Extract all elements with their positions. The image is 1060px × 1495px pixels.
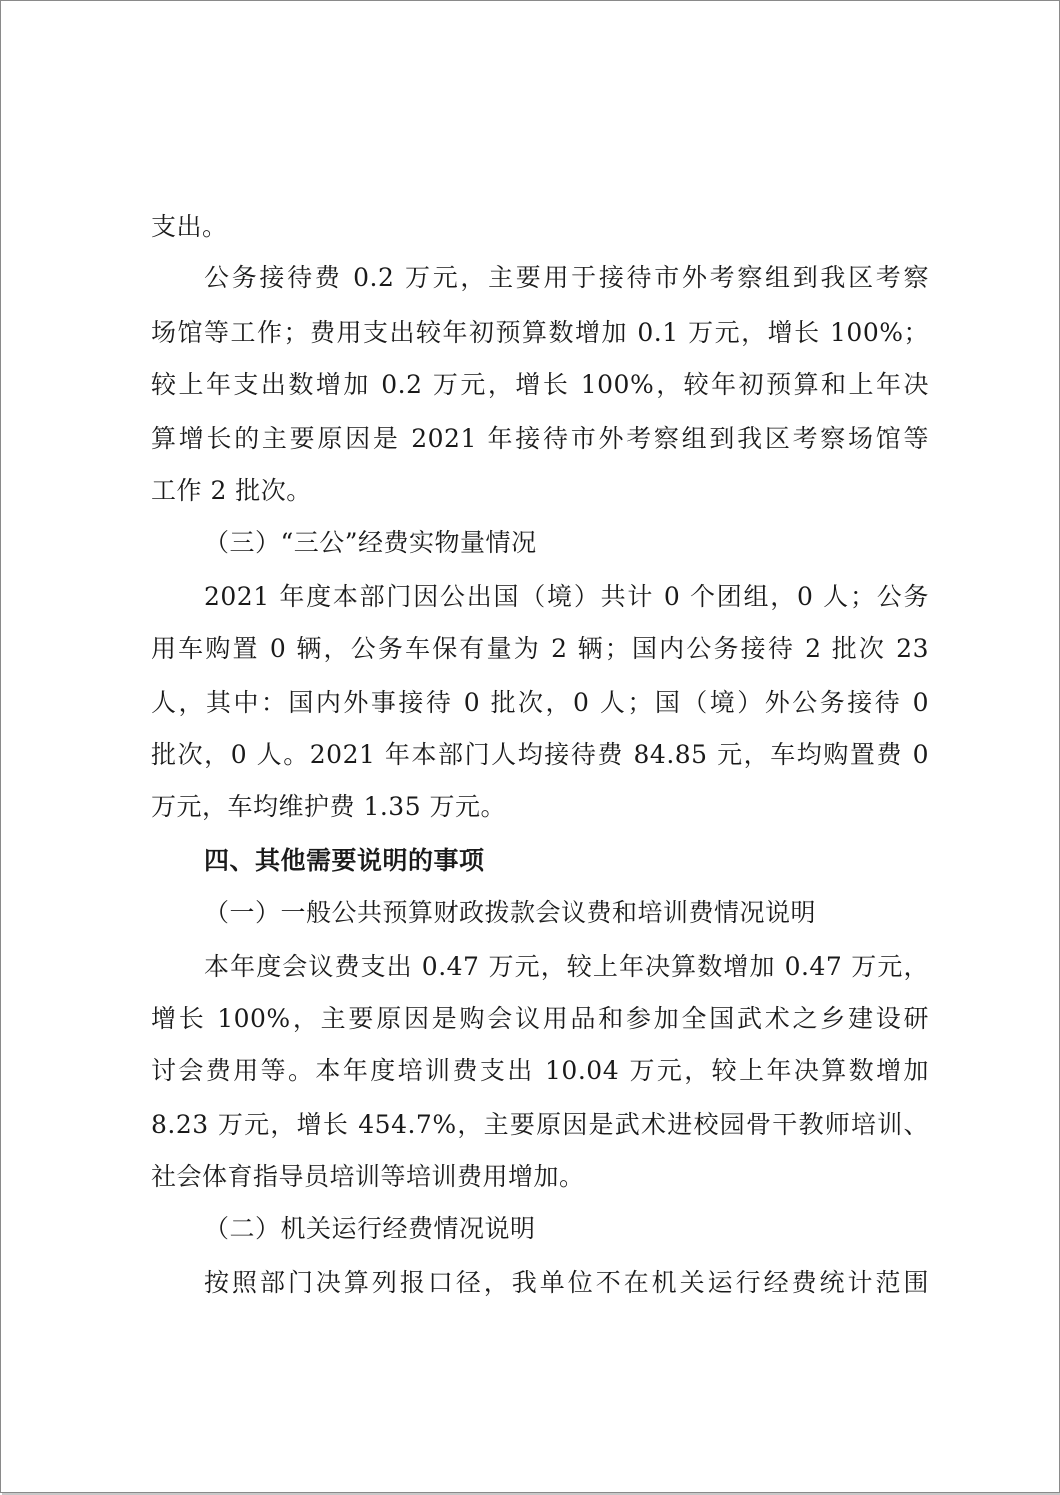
paragraph-line: 公务接待费 0.2 万元，主要用于接待市外考察组到我区考察	[204, 263, 929, 292]
paragraph-line: 讨会费用等。本年度培训费支出 10.04 万元，较上年决算数增加	[151, 1056, 929, 1085]
paragraph-line: 社会体育指导员培训等培训费用增加。	[151, 1162, 585, 1191]
paragraph-line: 工作 2 批次。	[151, 476, 312, 505]
paragraph-line: 较上年支出数增加 0.2 万元，增长 100%，较年初预算和上年决	[151, 370, 929, 399]
section-subheading: （二）机关运行经费情况说明	[204, 1214, 536, 1243]
paragraph-line: 用车购置 0 辆，公务车保有量为 2 辆；国内公务接待 2 批次 23	[151, 634, 929, 663]
section-heading: 四、其他需要说明的事项	[204, 846, 485, 875]
section-subheading: （三）“三公”经费实物量情况	[204, 528, 537, 557]
paragraph-line: 本年度会议费支出 0.47 万元，较上年决算数增加 0.47 万元，	[204, 952, 929, 981]
paragraph-line: 支出。	[151, 212, 228, 241]
paragraph-line: 人，其中：国内外事接待 0 批次，0 人；国（境）外公务接待 0	[151, 688, 929, 717]
paragraph-line: 按照部门决算列报口径，我单位不在机关运行经费统计范围	[204, 1268, 929, 1297]
paragraph-line: 2021 年度本部门因公出国（境）共计 0 个团组，0 人；公务	[204, 582, 929, 611]
paragraph-line: 万元，车均维护费 1.35 万元。	[151, 792, 507, 821]
paragraph-line: 算增长的主要原因是 2021 年接待市外考察组到我区考察场馆等	[151, 424, 929, 453]
paragraph-line: 增长 100%，主要原因是购会议用品和参加全国武术之乡建设研	[151, 1004, 929, 1033]
paragraph-line: 批次，0 人。2021 年本部门人均接待费 84.85 元，车均购置费 0	[151, 740, 929, 769]
paragraph-line: 8.23 万元，增长 454.7%，主要原因是武术进校园骨干教师培训、	[151, 1110, 929, 1139]
section-subheading: （一）一般公共预算财政拨款会议费和培训费情况说明	[204, 898, 817, 927]
paragraph-line: 场馆等工作；费用支出较年初预算数增加 0.1 万元，增长 100%；	[151, 318, 929, 347]
